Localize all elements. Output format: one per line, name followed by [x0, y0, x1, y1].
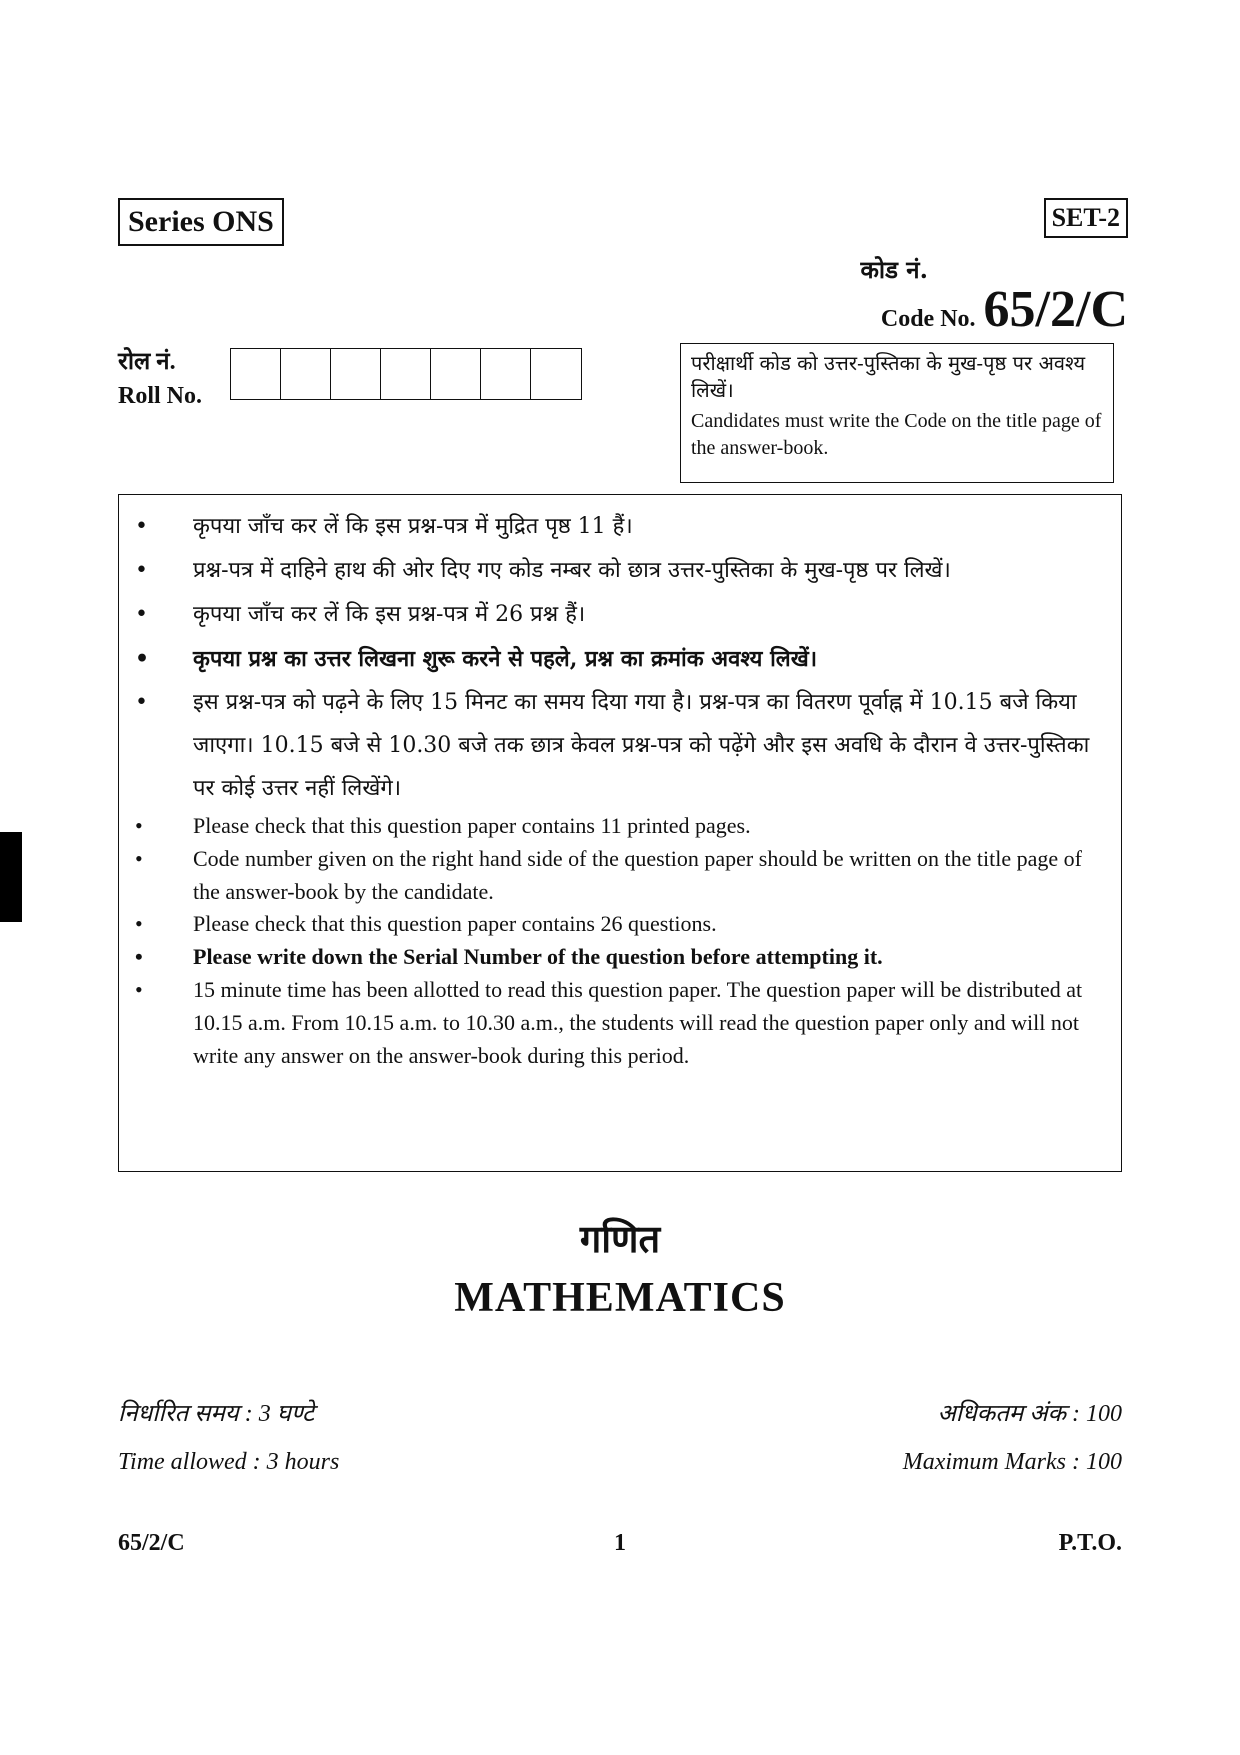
roll-number-box[interactable]	[431, 349, 481, 399]
series-label: Series ONS	[118, 198, 284, 246]
footer-pto: P.T.O.	[1058, 1530, 1122, 1556]
instruction-hi-3: • कृपया जाँच कर लें कि इस प्रश्न-पत्र में 26 प्रश्न हैं।	[119, 593, 1109, 637]
candidate-note-box	[680, 343, 1114, 483]
code-label-english: Code No.	[880, 306, 976, 332]
maximum-marks-hindi: अधिकतम अंक : 100	[937, 1401, 1122, 1427]
footer-page-number: 1	[614, 1530, 626, 1556]
instruction-en-1: • Please check that this question paper contains 11 printed pages.	[119, 810, 1109, 842]
instruction-en-3: • Please check that this question paper contains 26 questions.	[119, 908, 1109, 940]
time-allowed	[118, 1390, 339, 1486]
roll-number-box[interactable]	[481, 349, 531, 399]
roll-number-box[interactable]	[531, 349, 581, 399]
instruction-en-2: • Code number given on the right hand side of the question paper should be written on the title page of the answer-book by the candidate.	[119, 842, 1109, 908]
roll-number-box[interactable]	[231, 349, 281, 399]
roll-number-labels	[118, 345, 202, 413]
maximum-marks-english: Maximum Marks : 100	[902, 1449, 1122, 1475]
instructions-box	[118, 494, 1122, 1172]
code-number-block	[860, 256, 1128, 336]
time-allowed-english: Time allowed : 3 hours	[118, 1449, 340, 1475]
roll-number-box[interactable]	[381, 349, 431, 399]
roll-number-boxes[interactable]	[230, 348, 582, 400]
scan-edge-mark	[0, 832, 22, 922]
candidate-note-english: Candidates must write the Code on the title page of the answer-book.	[691, 410, 1102, 459]
instruction-en-4: • Please write down the Serial Number of the question before attempting it.	[119, 940, 1109, 973]
instruction-hi-5: • इस प्रश्न-पत्र को पढ़ने के लिए 15 मिनट का समय दिया गया है। प्रश्न-पत्र का वितरण पूर्वाह्न में 10.15 बजे किया जाएगा। 10.15 बजे से 10.30 बजे तक छात्र केवल प्रश्न-पत्र को पढ़ेंगे और इस अवधि के दौरान वे उत्तर-पुस्तिका पर कोई उत्तर नहीं लिखेंगे।	[119, 681, 1109, 810]
code-label-hindi: कोड नं.	[860, 255, 928, 284]
candidate-note-hindi: परीक्षार्थी कोड को उत्तर-पुस्तिका के मुख-पृष्ठ पर अवश्य लिखें।	[691, 351, 1086, 402]
time-allowed-hindi: निर्धारित समय : 3 घण्टे	[118, 1401, 315, 1427]
roll-number-box[interactable]	[331, 349, 381, 399]
code-value: 65/2/C	[983, 281, 1128, 338]
subject-title-english: MATHEMATICS	[454, 1275, 786, 1321]
instruction-en-5: • 15 minute time has been allotted to read this question paper. The question paper will be distributed at 10.15 a.m. From 10.15 a.m. to 10.30 a.m., the students will read the question paper only and will not write any answer on the answer-book during this period.	[119, 973, 1109, 1072]
subject-title-hindi: गणित	[579, 1216, 661, 1261]
maximum-marks	[903, 1390, 1122, 1486]
roll-label-english: Roll No.	[118, 383, 202, 409]
footer-code: 65/2/C	[118, 1530, 185, 1556]
instruction-hi-1: • कृपया जाँच कर लें कि इस प्रश्न-पत्र में मुद्रित पृष्ठ 11 हैं।	[119, 505, 1109, 549]
instruction-hi-4: • कृपया प्रश्न का उत्तर लिखना शुरू करने से पहले, प्रश्न का क्रमांक अवश्य लिखें।	[119, 637, 1109, 681]
roll-label-hindi: रोल नं.	[118, 349, 176, 375]
roll-number-box[interactable]	[281, 349, 331, 399]
set-label: SET-2	[1044, 198, 1128, 238]
instruction-hi-2: • प्रश्न-पत्र में दाहिने हाथ की ओर दिए गए कोड नम्बर को छात्र उत्तर-पुस्तिका के मुख-पृष्ठ पर लिखें।	[119, 549, 1109, 593]
